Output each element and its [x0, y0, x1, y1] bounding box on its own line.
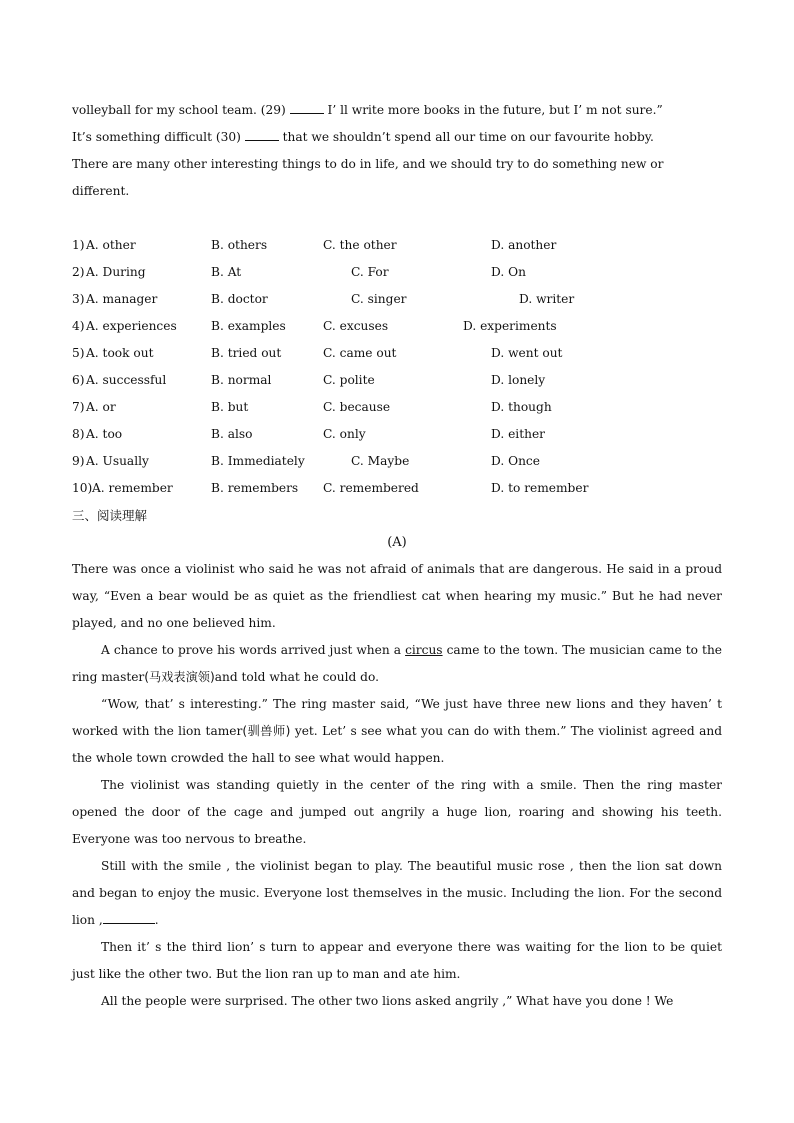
option-row	[72, 340, 722, 367]
option-row	[72, 367, 722, 394]
option-d: D. another	[491, 238, 557, 252]
option-row	[72, 421, 722, 448]
answer-blank-29	[290, 99, 324, 114]
option-b: B. but	[211, 400, 249, 414]
option-d: D. though	[491, 400, 552, 414]
question-number: 10)	[72, 481, 93, 495]
passage-paragraph	[72, 853, 722, 934]
paragraph-text: .	[154, 913, 159, 927]
option-row	[72, 448, 722, 475]
option-b: B. others	[211, 238, 268, 252]
question-number: 8)	[72, 427, 85, 441]
answer-blank-30	[245, 126, 279, 141]
passage-paragraph: There was once a violinist who said he was not afraid of animals that are dangerous. He said in a proud way, “Even a bear would be as quiet as the friendliest cat when hearing my music.” But he had never played, and no one believed him.	[72, 562, 722, 630]
paragraph-text: Still with the smile , the violinist began to play. The beautiful music rose , then the lion sat down and began to enjoy the music. Everyone lost themselves in the music. Including the lion. For the second lion ,	[72, 859, 722, 927]
option-a: A. took out	[86, 346, 154, 360]
chinese-gloss: (驯兽师)	[242, 724, 291, 738]
option-row	[72, 259, 722, 286]
cloze-passage-end-line-3: There are many other interesting things to do in life, and we should try to do something new or	[72, 157, 664, 171]
cloze-text: volleyball for my school team. (29)	[72, 103, 286, 117]
option-d: D. Once	[491, 454, 540, 468]
option-c: C. because	[323, 400, 391, 414]
option-b: B. tried out	[211, 346, 282, 360]
cloze-text: I’ ll write more books in the future, but I’ m not sure.”	[327, 103, 663, 117]
option-c: C. Maybe	[351, 454, 410, 468]
option-row	[72, 286, 722, 313]
passage-paragraph: All the people were surprised. The other two lions asked angrily ,” What have you done ! We	[101, 994, 674, 1008]
option-b: B. examples	[211, 319, 286, 333]
question-number: 2)	[72, 265, 85, 279]
option-d: D. writer	[519, 292, 575, 306]
cloze-passage-end-line-4: different.	[72, 184, 130, 198]
question-number: 1)	[72, 238, 85, 252]
question-number: 3)	[72, 292, 85, 306]
question-number: 9)	[72, 454, 85, 468]
cloze-text: that we shouldn’t spend all our time on our favourite hobby.	[282, 130, 654, 144]
option-d: D. went out	[491, 346, 563, 360]
option-c: C. singer	[351, 292, 407, 306]
cloze-text: It’s something difficult (30)	[72, 130, 241, 144]
option-c: C. remembered	[323, 481, 419, 495]
question-number: 5)	[72, 346, 85, 360]
option-row	[72, 394, 722, 421]
option-a: A. During	[86, 265, 146, 279]
passage-paragraph	[72, 691, 722, 772]
option-a: A. too	[86, 427, 123, 441]
passage-paragraph: Then it’ s the third lion’ s turn to appear and everyone there was waiting for the lion to be quiet just like the other two. But the lion ran up to man and ate him.	[72, 940, 722, 981]
chinese-gloss: (马戏表演领)	[144, 670, 215, 684]
option-b: B. Immediately	[211, 454, 305, 468]
option-c: C. only	[323, 427, 366, 441]
option-d: D. either	[491, 427, 545, 441]
option-d: D. experiments	[463, 319, 557, 333]
option-row	[72, 313, 722, 340]
paragraph-text: “Wow, that’ s interesting.” The ring master said, “We just have three new lions and they haven’ t worked with the lion tamer	[72, 697, 722, 738]
document-page	[72, 97, 722, 1015]
question-number: 4)	[72, 319, 85, 333]
paragraph-text: yet. Let’ s see what you can do with them.” The violinist agreed and the whole town crowded the hall to see what would happen.	[72, 724, 722, 765]
option-d: D. lonely	[491, 373, 546, 387]
paragraph-text: A chance to prove his words arrived just when a	[101, 643, 402, 657]
option-b: B. also	[211, 427, 253, 441]
option-d: D. to remember	[491, 481, 589, 495]
passage-title: (A)	[387, 535, 407, 550]
option-a: A. other	[86, 238, 136, 252]
passage-paragraph: The violinist was standing quietly in the center of the ring with a smile. Then the ring master opened the door of the cage and jumped out angrily a huge lion, roaring and showing his teeth. Everyone was too nervous to breathe.	[72, 778, 722, 846]
option-a: A. Usually	[86, 454, 149, 468]
section-heading: 三、阅读理解	[72, 508, 148, 523]
option-c: C. polite	[323, 373, 375, 387]
underlined-word: circus	[405, 643, 443, 657]
cloze-passage-end-line-2	[72, 124, 722, 151]
option-c: C. came out	[323, 346, 397, 360]
paragraph-text: came to the town. The musician came to the ring master	[72, 643, 723, 684]
option-a: A. experiences	[86, 319, 177, 333]
paragraph-text: and told what he could do.	[214, 670, 379, 684]
option-b: B. At	[211, 265, 242, 279]
option-row	[72, 232, 722, 259]
option-c: C. excuses	[323, 319, 389, 333]
option-b: B. remembers	[211, 481, 299, 495]
question-number: 6)	[72, 373, 85, 387]
passage-paragraph	[72, 637, 722, 691]
option-a: A. manager	[86, 292, 158, 306]
option-c: C. the other	[323, 238, 397, 252]
option-a: A. remember	[92, 481, 173, 495]
option-c: C. For	[351, 265, 389, 279]
option-b: B. doctor	[211, 292, 268, 306]
option-a: A. successful	[86, 373, 167, 387]
cloze-passage-end-line-1	[72, 97, 722, 124]
option-d: D. On	[491, 265, 526, 279]
answer-blank	[103, 909, 155, 924]
option-a: A. or	[86, 400, 116, 414]
spacer	[72, 205, 722, 232]
question-number: 7)	[72, 400, 85, 414]
option-b: B. normal	[211, 373, 272, 387]
option-row	[72, 475, 722, 502]
options-list	[72, 232, 722, 502]
